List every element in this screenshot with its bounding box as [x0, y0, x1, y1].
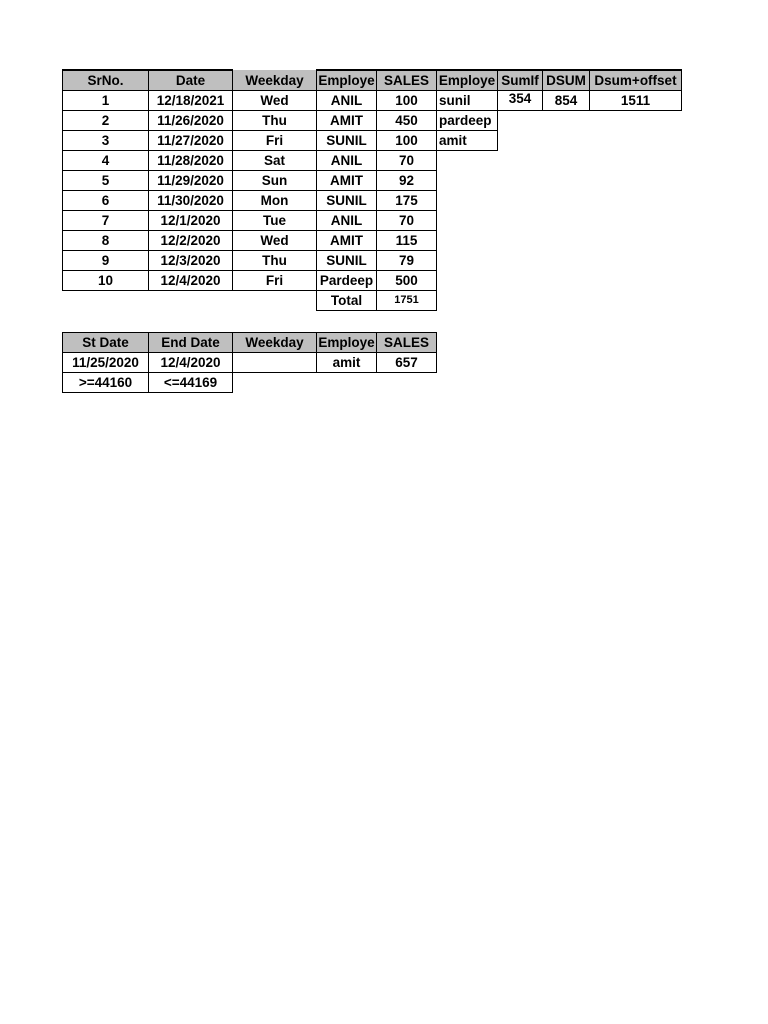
table-row: [63, 191, 437, 211]
header-employee[interactable]: Employe: [317, 333, 377, 353]
cell-srno[interactable]: 8: [63, 231, 149, 251]
table-row: [63, 211, 437, 231]
cell-srno[interactable]: 9: [63, 251, 149, 271]
cell-sumif[interactable]: 354: [498, 91, 543, 111]
cell-employee[interactable]: SUNIL: [317, 131, 377, 151]
table-row: [63, 251, 437, 271]
cell-employee[interactable]: ANIL: [317, 151, 377, 171]
table-row: [63, 151, 437, 171]
table-row: [63, 111, 437, 131]
cell-employee[interactable]: ANIL: [317, 211, 377, 231]
table-row: [63, 91, 437, 111]
sales-table-header-row: [63, 70, 437, 91]
table-row: [437, 131, 682, 151]
cell-date[interactable]: 12/18/2021: [149, 91, 233, 111]
cell-date[interactable]: 12/1/2020: [149, 211, 233, 231]
blank-cell: [149, 291, 233, 311]
cell-weekday[interactable]: Wed: [233, 91, 317, 111]
cell-sales[interactable]: 450: [377, 111, 437, 131]
cell-employee[interactable]: Pardeep: [317, 271, 377, 291]
blank-cell: [590, 111, 682, 131]
cell-date[interactable]: 11/29/2020: [149, 171, 233, 191]
cell-srno[interactable]: 2: [63, 111, 149, 131]
header-weekday[interactable]: Weekday: [233, 70, 317, 91]
side-header-row: [437, 70, 682, 91]
header-dsum[interactable]: DSUM: [543, 70, 590, 91]
cell-weekday[interactable]: Fri: [233, 271, 317, 291]
cell-date[interactable]: 11/26/2020: [149, 111, 233, 131]
cell-srno[interactable]: 7: [63, 211, 149, 231]
cell-weekday[interactable]: Thu: [233, 111, 317, 131]
cell-weekday[interactable]: Fri: [233, 131, 317, 151]
cell-sales[interactable]: 657: [377, 353, 437, 373]
cell-employee[interactable]: SUNIL: [317, 191, 377, 211]
cell-weekday[interactable]: Thu: [233, 251, 317, 271]
table-row: [437, 111, 682, 131]
cell-srno[interactable]: 10: [63, 271, 149, 291]
table-row: [63, 231, 437, 251]
cell-srno[interactable]: 1: [63, 91, 149, 111]
cell-weekday[interactable]: Tue: [233, 211, 317, 231]
cell-sales[interactable]: 115: [377, 231, 437, 251]
blank-cell: [498, 131, 543, 151]
cell-srno[interactable]: 4: [63, 151, 149, 171]
blank-cell: [498, 111, 543, 131]
cell-employee[interactable]: AMIT: [317, 231, 377, 251]
sales-table: [62, 69, 437, 311]
cell-weekday[interactable]: Mon: [233, 191, 317, 211]
blank-cell: [63, 291, 149, 311]
cell-date[interactable]: 12/2/2020: [149, 231, 233, 251]
blank-cell: [543, 111, 590, 131]
cell-sales[interactable]: 500: [377, 271, 437, 291]
cell-sales[interactable]: 70: [377, 211, 437, 231]
cell-employee[interactable]: AMIT: [317, 171, 377, 191]
table-row: [63, 271, 437, 291]
cell-weekday[interactable]: Wed: [233, 231, 317, 251]
cell-end-date[interactable]: 12/4/2020: [149, 353, 233, 373]
cell-srno[interactable]: 5: [63, 171, 149, 191]
criteria-header-row: [63, 333, 437, 353]
header-srno[interactable]: SrNo.: [63, 70, 149, 91]
header-sales[interactable]: SALES: [377, 333, 437, 353]
cell-st-date[interactable]: 11/25/2020: [63, 353, 149, 373]
cell-employee-pardeep[interactable]: pardeep: [437, 111, 498, 131]
cell-weekday[interactable]: [233, 353, 317, 373]
cell-dsum-offset[interactable]: 1511: [590, 91, 682, 111]
blank-cell: [590, 131, 682, 151]
total-row: [63, 291, 437, 311]
cell-weekday[interactable]: Sun: [233, 171, 317, 191]
cell-sales[interactable]: 79: [377, 251, 437, 271]
cell-sales[interactable]: 92: [377, 171, 437, 191]
cell-employee[interactable]: ANIL: [317, 91, 377, 111]
blank-cell: [233, 373, 317, 393]
blank-cell: [543, 131, 590, 151]
table-row: [63, 131, 437, 151]
total-value[interactable]: 1751: [377, 291, 437, 311]
header-sumif[interactable]: SumIf: [498, 70, 543, 91]
header-weekday[interactable]: Weekday: [233, 333, 317, 353]
cell-sales[interactable]: 70: [377, 151, 437, 171]
cell-sales[interactable]: 100: [377, 131, 437, 151]
cell-date[interactable]: 12/3/2020: [149, 251, 233, 271]
table-row: [437, 91, 682, 111]
cell-date[interactable]: 12/4/2020: [149, 271, 233, 291]
header-end-date[interactable]: End Date: [149, 333, 233, 353]
blank-cell: [317, 373, 377, 393]
cell-date[interactable]: 11/27/2020: [149, 131, 233, 151]
cell-st-date-criteria[interactable]: >=44160: [63, 373, 149, 393]
table-row: [63, 373, 437, 393]
header-employee-side[interactable]: Employe: [437, 70, 498, 91]
cell-srno[interactable]: 3: [63, 131, 149, 151]
cell-end-date-criteria[interactable]: <=44169: [149, 373, 233, 393]
cell-employee[interactable]: SUNIL: [317, 251, 377, 271]
header-dsum-offset[interactable]: Dsum+offset: [590, 70, 682, 91]
side-summary-table: [436, 69, 682, 151]
header-sales[interactable]: SALES: [377, 70, 437, 91]
cell-date[interactable]: 11/28/2020: [149, 151, 233, 171]
header-st-date[interactable]: St Date: [63, 333, 149, 353]
cell-weekday[interactable]: Sat: [233, 151, 317, 171]
cell-dsum[interactable]: 854: [543, 91, 590, 111]
cell-employee-amit[interactable]: amit: [437, 131, 498, 151]
header-date[interactable]: Date: [149, 70, 233, 91]
blank-cell: [377, 373, 437, 393]
criteria-table: [62, 332, 437, 393]
table-row: [63, 353, 437, 373]
cell-employee[interactable]: amit: [317, 353, 377, 373]
cell-employee[interactable]: AMIT: [317, 111, 377, 131]
table-row: [63, 171, 437, 191]
total-label[interactable]: Total: [317, 291, 377, 311]
header-employee[interactable]: Employe: [317, 70, 377, 91]
cell-sales[interactable]: 175: [377, 191, 437, 211]
cell-srno[interactable]: 6: [63, 191, 149, 211]
blank-cell: [233, 291, 317, 311]
cell-employee-sunil[interactable]: sunil: [437, 91, 498, 111]
cell-sales[interactable]: 100: [377, 91, 437, 111]
cell-date[interactable]: 11/30/2020: [149, 191, 233, 211]
